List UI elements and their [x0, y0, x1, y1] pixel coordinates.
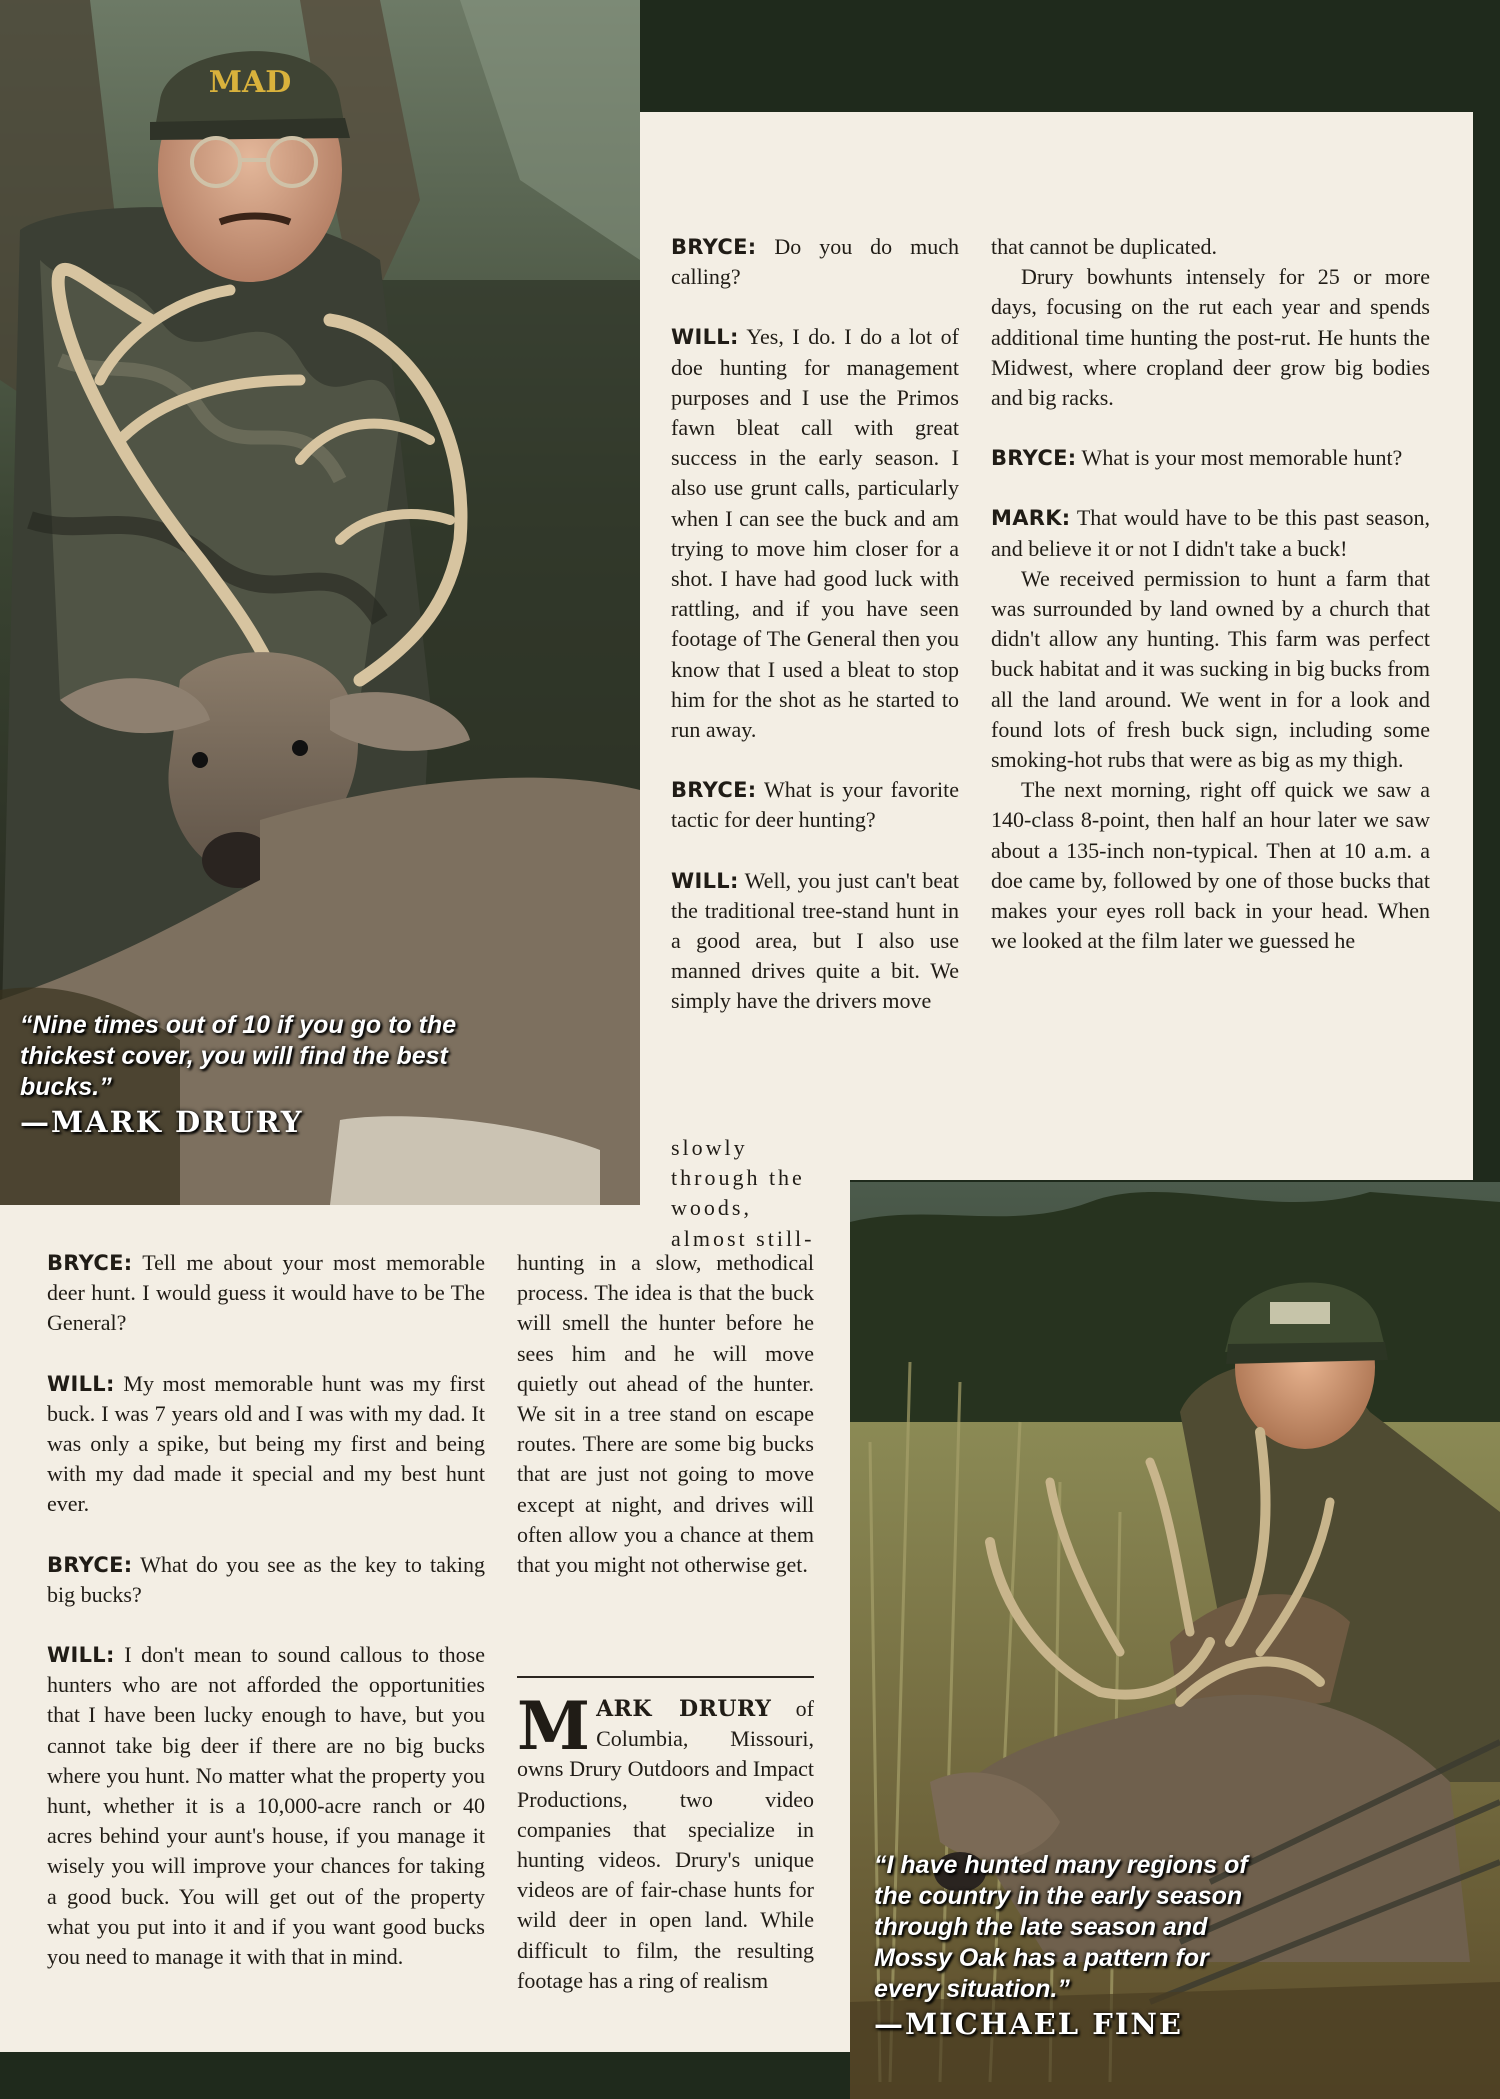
paragraph-text: Tell me about your most memorable deer hunt. I would guess it would have to be The General?	[47, 1250, 485, 1336]
column-a	[671, 232, 959, 1017]
cap-logo-text: MAD	[208, 65, 292, 100]
paragraph: hunting in a slow, methodical process. The idea is that the buck will smell the hunter before he sees him and he will move quietly out ahead of the hunter. We sit in a tree stand on escape routes. There are some big bucks that are just not going to move except at night, and drives will often allow you a chance at them that you might not otherwise get.	[517, 1250, 814, 1578]
speaker-label: WILL:	[47, 1643, 115, 1668]
paragraph-q2	[671, 775, 959, 835]
paragraph-text: I don't mean to sound callous to those hunters who are not afforded the opportunities that I have been lucky enough to have, but you cannot take big deer if there are no big bucks where you hunt. No matter what the property you hunt, whether it is a 10,000-acre ranch or 40 acres behind your aunt's house, if you manage it wisely you will improve your chances for taking a good buck. You will get out of the property what you put into it and if you want good bucks you need to manage it with that in mind.	[47, 1642, 485, 1970]
paragraph-a2	[47, 1640, 485, 1972]
bio-divider	[517, 1676, 814, 1678]
bio-text: of Columbia, Missouri, owns Drury Outdoors and Impact Productions, two video companies that specialize in hunting videos. Drury's unique videos are of fair-chase hunts for wild deer in open land. While difficult to film, the resulting footage has a ring of realism	[517, 1696, 814, 1993]
column-c	[47, 1248, 485, 1972]
paragraph-a1	[47, 1369, 485, 1520]
photo-1-credit: —MARK DRURY	[20, 1105, 304, 1139]
author-bio	[517, 1687, 814, 1996]
speaker-label: BRYCE:	[671, 778, 757, 803]
paragraph-a2	[671, 866, 959, 1017]
paragraph-question	[991, 443, 1430, 473]
speaker-label: WILL:	[671, 868, 739, 893]
photo-1-quote: “Nine times out of 10 if you go to the thickest cover, you will find the best bucks.”	[20, 1011, 457, 1101]
column-d	[517, 1248, 814, 1580]
bio-paragraph	[517, 1687, 814, 1996]
paragraph-text: Yes, I do. I do a lot of doe hunting for management purposes and I use the Primos fawn bleat call with great success in the early season. I also use grunt calls, particularly when I can see the buck and am trying to move him closer for a shot. I have had good luck with rattling, and if you have seen footage of The General then you know that I used a bleat to stop him for the shot as he started to run away.	[671, 324, 959, 743]
paragraph-text: slowly through the woods, almost still-	[671, 1135, 815, 1251]
column-a-continuation	[671, 1133, 816, 1254]
speaker-label: BRYCE:	[47, 1552, 133, 1577]
paragraph-q1	[671, 232, 959, 292]
paragraph: Drury bowhunts intensely for 25 or more days, focusing on the rut each year and spends additional time hunting the post-rut. He hunts the Midwest, where cropland deer grow big bodies and big racks.	[991, 264, 1430, 411]
paragraph-text: My most memorable hunt was my first buck. I was 7 years old and I was with my dad. It was only a spike, but being my first and being with my dad made it special and my best hunt ever.	[47, 1370, 485, 1517]
paragraph: The next morning, right off quick we saw a 140-class 8-point, then half an hour later we saw about a 135-inch non-typical. Then at 10 a.m. a doe came by, followed by one of those bucks that makes your eyes roll back in your head. When we looked at the film later we guessed he	[991, 777, 1430, 954]
bio-name: ARK DRURY	[596, 1696, 772, 1722]
paragraph-q1	[47, 1248, 485, 1339]
photo-2-caption	[874, 1850, 1274, 2040]
speaker-label: WILL:	[671, 325, 739, 350]
page-paper-left	[0, 1205, 640, 1235]
paragraph-answer	[991, 503, 1430, 563]
speaker-label: WILL:	[47, 1371, 115, 1396]
paragraph: that cannot be duplicated.	[991, 234, 1218, 259]
photo-2-quote: “I have hunted many regions of the country in the early season through the late season and Mossy Oak has a pattern for every situation.”	[874, 1851, 1248, 2003]
paragraph-q2	[47, 1550, 485, 1610]
bio-dropcap: M	[517, 1687, 591, 1765]
paragraph-text: What is your most memorable hunt?	[1076, 445, 1403, 471]
paragraph-text: That would have to be this past season, and believe it or not I didn't take a buck!	[991, 505, 1430, 561]
paragraph: We received permission to hunt a farm that was surrounded by land owned by a church that didn't allow any hunting. This farm was perfect buck habitat and it was sucking in big bucks from all the land around. We went in for a look and found lots of fresh buck sign, including some smoking-hot rubs that were as big as my thigh.	[991, 565, 1430, 773]
speaker-label: BRYCE:	[991, 446, 1077, 471]
paragraph-text: What is your favorite tactic for deer hunting?	[671, 777, 959, 833]
paragraph-text: Well, you just can't beat the traditional tree-stand hunt in a good area, but I also use manned drives quite a bit. We simply have the drivers move	[671, 867, 959, 1014]
photo-hunter-with-buck-1	[0, 0, 640, 1205]
paragraph-text: What do you see as the key to taking big bucks?	[47, 1551, 485, 1607]
speaker-label: BRYCE:	[671, 235, 757, 259]
speaker-label: BRYCE:	[47, 1251, 133, 1275]
speaker-label: MARK:	[991, 506, 1071, 531]
paragraph-a1	[671, 322, 959, 745]
photo-2-credit: —MICHAEL FINE	[874, 2007, 1184, 2041]
paragraph-text: Do you do much calling?	[671, 234, 959, 290]
photo-hunter-with-buck-2	[850, 1182, 1500, 2099]
photo-1-caption	[20, 1010, 470, 1138]
column-b	[991, 232, 1430, 956]
